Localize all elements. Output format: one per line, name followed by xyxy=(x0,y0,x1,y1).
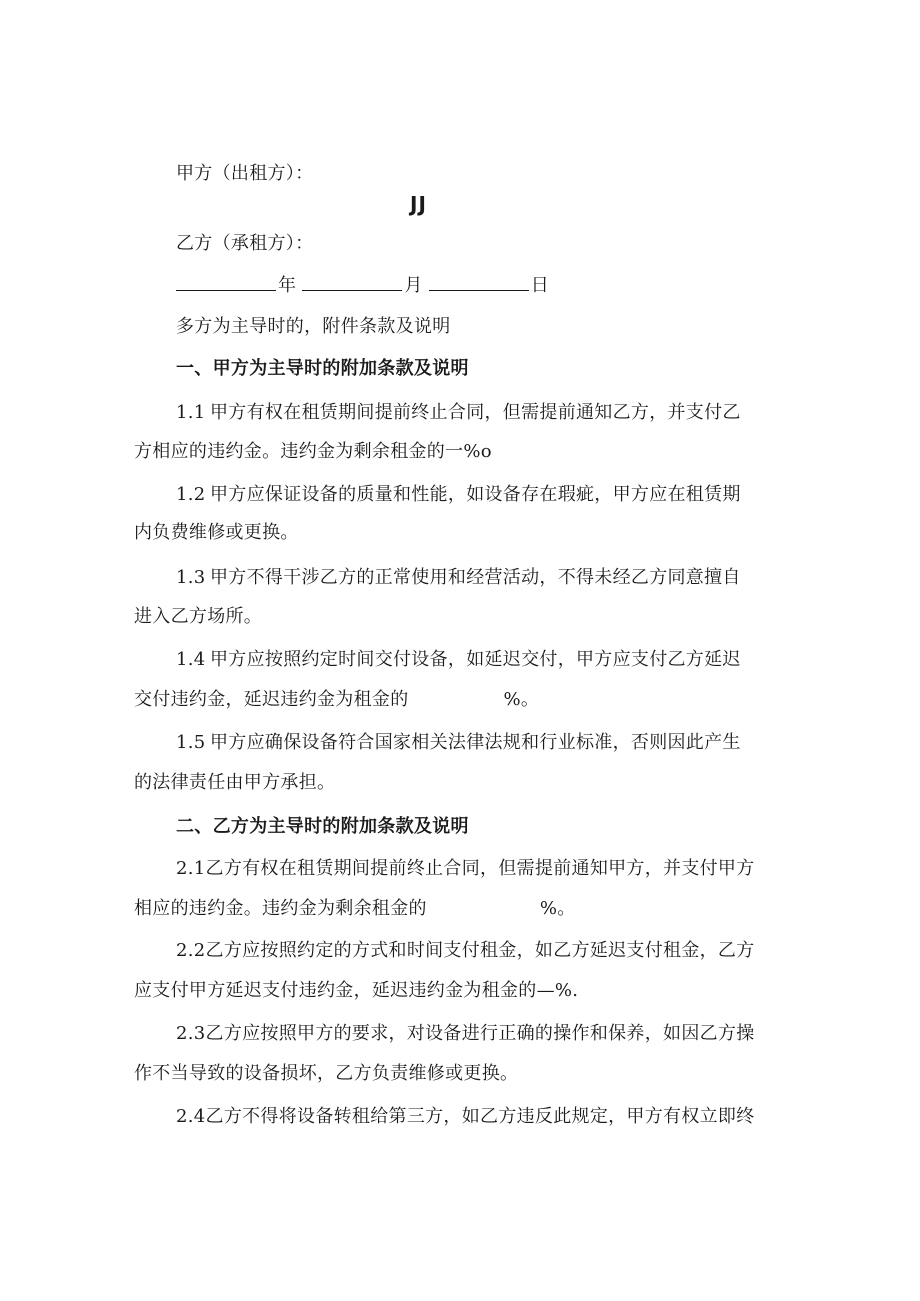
clause-text: 甲方应确保设备符合国家相关法律法规和行业标准，否则因此产生 xyxy=(210,732,741,753)
clause-2-2-cont: 应支付甲方延迟支付违约金，延迟违约金为租金的—%. xyxy=(134,980,579,1001)
intro-text: 多方为主导时的，附件条款及说明 xyxy=(176,316,451,337)
clause-1-4-cont xyxy=(134,688,539,712)
percent-suffix: %。 xyxy=(503,689,540,710)
section2-heading: 二、乙方为主导时的附加条款及说明 xyxy=(176,816,469,837)
clause-1-1-cont: 方相应的违约金。违约金为剩余租金的一%o xyxy=(134,441,492,462)
clause-1-2 xyxy=(176,483,741,507)
clause-1-3 xyxy=(176,566,741,590)
mark-text: JJ xyxy=(410,192,427,216)
section1-heading: 一、甲方为主导时的附加条款及说明 xyxy=(176,358,469,379)
date-line xyxy=(176,273,549,298)
percent-suffix: %。 xyxy=(539,898,576,919)
clause-number: 1.1 xyxy=(176,402,206,423)
clause-1-5-cont: 的法律责任由甲方承担。 xyxy=(134,772,336,793)
year-label: 年 xyxy=(278,275,297,296)
day-label: 日 xyxy=(530,275,549,296)
clause-number: 1.2 xyxy=(176,484,206,505)
clause-text: 甲方应保证设备的质量和性能，如设备存在瑕疵，甲方应在租赁期 xyxy=(210,484,741,505)
clause-1-5 xyxy=(176,731,741,755)
clause-text: 甲方不得干涉乙方的正常使用和经营活动，不得未经乙方同意擅自 xyxy=(210,567,741,588)
clause-1-3-cont: 进入乙方场所。 xyxy=(134,606,263,627)
clause-text: 甲方应按照约定时间交付设备，如延迟交付，甲方应支付乙方延迟 xyxy=(210,649,741,670)
clause-2-3-cont: 作不当导致的设备损坏，乙方负责维修或更换。 xyxy=(134,1063,519,1084)
clause-text: 甲方有权在租赁期间提前终止合同，但需提前通知乙方，并支付乙 xyxy=(210,402,741,423)
year-blank xyxy=(176,273,276,291)
clause-1-1 xyxy=(176,401,741,425)
clause-text: 相应的违约金。违约金为剩余租金的 xyxy=(134,898,427,919)
month-blank xyxy=(302,273,402,291)
month-label: 月 xyxy=(404,275,423,296)
clause-1-4 xyxy=(176,648,741,672)
party-a-label: 甲方（出租方）： xyxy=(176,163,314,184)
clause-2-1: 2.1乙方有权在租赁期间提前终止合同，但需提前通知甲方，并支付甲方 xyxy=(176,858,755,879)
day-blank xyxy=(429,273,529,291)
clause-2-2: 2.2乙方应按照约定的方式和时间支付租金，如乙方延迟支付租金，乙方 xyxy=(176,940,755,961)
clause-2-3: 2.3乙方应按照甲方的要求，对设备进行正确的操作和保养，如因乙方操 xyxy=(176,1023,755,1044)
clause-number: 1.4 xyxy=(176,649,206,670)
clause-2-1-cont xyxy=(134,897,576,921)
clause-text: 交付违约金，延迟违约金为租金的 xyxy=(134,689,409,710)
party-b-label: 乙方（承租方）： xyxy=(176,233,314,254)
clause-number: 1.3 xyxy=(176,567,206,588)
clause-2-4: 2.4乙方不得将设备转租给第三方，如乙方违反此规定，甲方有权立即终 xyxy=(176,1106,755,1127)
clause-number: 1.5 xyxy=(176,732,206,753)
clause-1-2-cont: 内负费维修或更换。 xyxy=(134,522,299,543)
